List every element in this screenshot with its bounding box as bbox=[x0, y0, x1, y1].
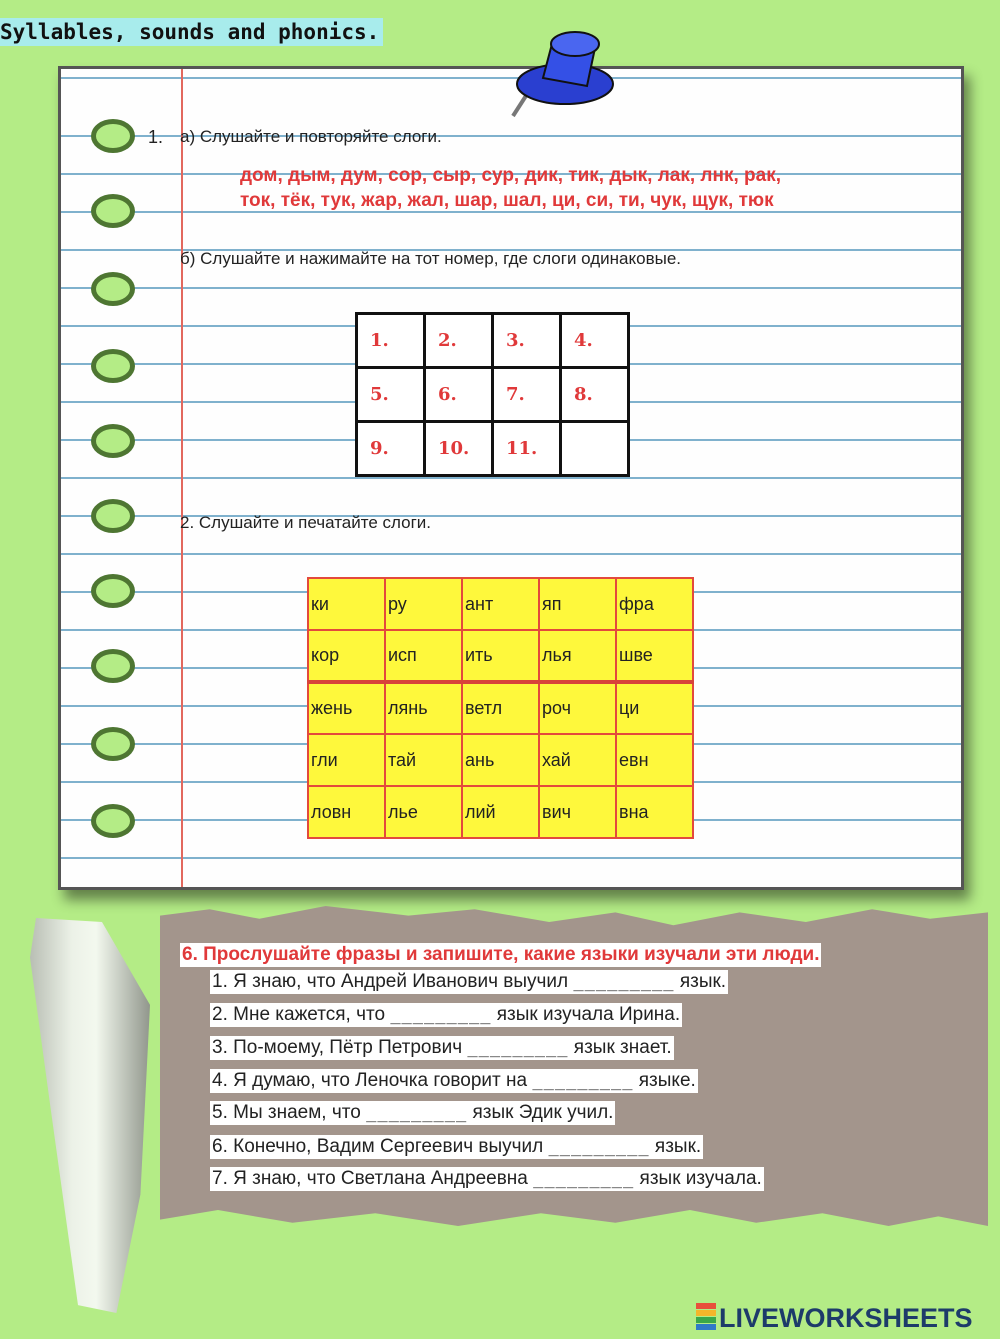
answer-blank-3[interactable]: _________ bbox=[467, 1038, 569, 1058]
answer-blank-6[interactable]: _________ bbox=[548, 1137, 650, 1157]
answer-blank-7[interactable]: _________ bbox=[533, 1169, 635, 1189]
sentence-text: 5. Мы знаем, что bbox=[212, 1102, 361, 1123]
sentence-text: 4. Я думаю, что Леночка говорит на bbox=[212, 1070, 528, 1091]
number-cell-2[interactable]: 2. bbox=[425, 314, 493, 368]
number-cell-5[interactable]: 5. bbox=[357, 368, 425, 422]
sentence-text: язык изучала Ирина. bbox=[496, 1004, 681, 1025]
sentence-text: язык знает. bbox=[573, 1037, 672, 1058]
sentence-2 bbox=[210, 1003, 682, 1027]
sentence-text: язык. bbox=[654, 1136, 702, 1157]
number-cell-8[interactable]: 8. bbox=[561, 368, 629, 422]
number-cell-9[interactable]: 9. bbox=[357, 422, 425, 476]
sentence-5 bbox=[210, 1101, 615, 1125]
binder-hole bbox=[91, 424, 135, 458]
syllables-line-2: ток, тёк, тук, жар, жал, шар, шал, ци, си, ти, чук, щук, тюк bbox=[240, 190, 774, 211]
sentence-text: языке. bbox=[638, 1070, 696, 1091]
syllable-tile[interactable]: роч bbox=[539, 682, 616, 734]
sentence-text: 1. Я знаю, что Андрей Иванович выучил bbox=[212, 971, 569, 992]
exercise6-title: 6. Прослушайте фразы и запишите, какие языки изучали эти люди. bbox=[182, 944, 820, 965]
number-cell-10[interactable]: 10. bbox=[425, 422, 493, 476]
binder-hole bbox=[91, 499, 135, 533]
logo-text: LIVEWORKSHEETS bbox=[719, 1303, 973, 1333]
binder-hole bbox=[91, 574, 135, 608]
syllable-tile[interactable]: тай bbox=[385, 734, 462, 786]
syllable-tile[interactable]: гли bbox=[308, 734, 385, 786]
syllables-line-1: дом, дым, дум, сор, сыр, сур, дик, тик, дык, лак, лнк, рак, bbox=[240, 165, 781, 186]
sentence-text: язык Эдик учил. bbox=[472, 1102, 614, 1123]
binder-hole bbox=[91, 194, 135, 228]
syllable-tile[interactable]: ветл bbox=[462, 682, 539, 734]
exercise1-part-a-instruction: а) Слушайте и повторяйте слоги. bbox=[180, 127, 442, 146]
syllable-tile[interactable]: евн bbox=[616, 734, 693, 786]
binder-hole bbox=[91, 649, 135, 683]
answer-blank-1[interactable]: _________ bbox=[573, 972, 675, 992]
syllable-tile[interactable]: кор bbox=[308, 630, 385, 682]
syllable-tile[interactable]: лянь bbox=[385, 682, 462, 734]
syllable-tile[interactable]: жень bbox=[308, 682, 385, 734]
syllable-tile[interactable]: ань bbox=[462, 734, 539, 786]
sentence-1 bbox=[210, 970, 728, 994]
sentence-text: 2. Мне кажется, что bbox=[212, 1004, 386, 1025]
exercise1-number: 1. bbox=[148, 127, 164, 147]
number-cell-4[interactable]: 4. bbox=[561, 314, 629, 368]
syllable-tile[interactable]: вич bbox=[539, 786, 616, 838]
sentence-4 bbox=[210, 1069, 698, 1093]
binder-hole bbox=[91, 272, 135, 306]
sentence-6 bbox=[210, 1135, 703, 1159]
number-grid bbox=[355, 312, 630, 477]
binder-hole bbox=[91, 804, 135, 838]
number-cell-7[interactable]: 7. bbox=[493, 368, 561, 422]
syllable-tile[interactable]: яп bbox=[539, 578, 616, 630]
exercise1-part-b-instruction: б) Слушайте и нажимайте на тот номер, где слоги одинаковые. bbox=[180, 249, 682, 268]
syllable-tile[interactable]: лье bbox=[385, 786, 462, 838]
push-pin-icon bbox=[495, 26, 625, 126]
syllable-tile[interactable]: исп bbox=[385, 630, 462, 682]
binder-hole bbox=[91, 349, 135, 383]
sentence-3 bbox=[210, 1036, 674, 1060]
sentence-text: язык изучала. bbox=[639, 1168, 762, 1189]
margin-line bbox=[181, 69, 183, 887]
number-cell-1[interactable]: 1. bbox=[357, 314, 425, 368]
syllable-tile[interactable]: вна bbox=[616, 786, 693, 838]
syllable-tile[interactable]: ить bbox=[462, 630, 539, 682]
sentence-text: 6. Конечно, Вадим Сергеевич выучил bbox=[212, 1136, 544, 1157]
number-cell-3[interactable]: 3. bbox=[493, 314, 561, 368]
paper-curl-decoration bbox=[30, 918, 150, 1313]
number-cell-6[interactable]: 6. bbox=[425, 368, 493, 422]
exercise2-instruction: 2. Слушайте и печатайте слоги. bbox=[180, 513, 432, 532]
number-cell-empty bbox=[561, 422, 629, 476]
syllable-tile[interactable]: ки bbox=[308, 578, 385, 630]
sentence-text: 7. Я знаю, что Светлана Андреевна bbox=[212, 1168, 528, 1189]
logo-icon bbox=[696, 1303, 716, 1331]
number-cell-11[interactable]: 11. bbox=[493, 422, 561, 476]
syllable-grid bbox=[307, 577, 694, 839]
worksheet-title: Syllables, sounds and phonics. bbox=[0, 18, 383, 46]
syllable-tile[interactable]: лья bbox=[539, 630, 616, 682]
answer-blank-5[interactable]: _________ bbox=[366, 1103, 468, 1123]
syllable-tile[interactable]: лий bbox=[462, 786, 539, 838]
syllable-tile[interactable]: ру bbox=[385, 578, 462, 630]
sentence-7 bbox=[210, 1167, 764, 1191]
syllable-tile[interactable]: ци bbox=[616, 682, 693, 734]
sentence-text: 3. По-моему, Пётр Петрович bbox=[212, 1037, 463, 1058]
answer-blank-4[interactable]: _________ bbox=[532, 1071, 634, 1091]
sentence-text: язык. bbox=[679, 971, 727, 992]
syllable-tile[interactable]: шве bbox=[616, 630, 693, 682]
answer-blank-2[interactable]: _________ bbox=[390, 1005, 492, 1025]
syllable-tile[interactable]: фра bbox=[616, 578, 693, 630]
syllable-tile[interactable]: хай bbox=[539, 734, 616, 786]
liveworksheets-logo[interactable] bbox=[696, 1303, 973, 1334]
syllable-tile[interactable]: ловн bbox=[308, 786, 385, 838]
binder-hole bbox=[91, 119, 135, 153]
binder-hole bbox=[91, 727, 135, 761]
syllable-tile[interactable]: ант bbox=[462, 578, 539, 630]
